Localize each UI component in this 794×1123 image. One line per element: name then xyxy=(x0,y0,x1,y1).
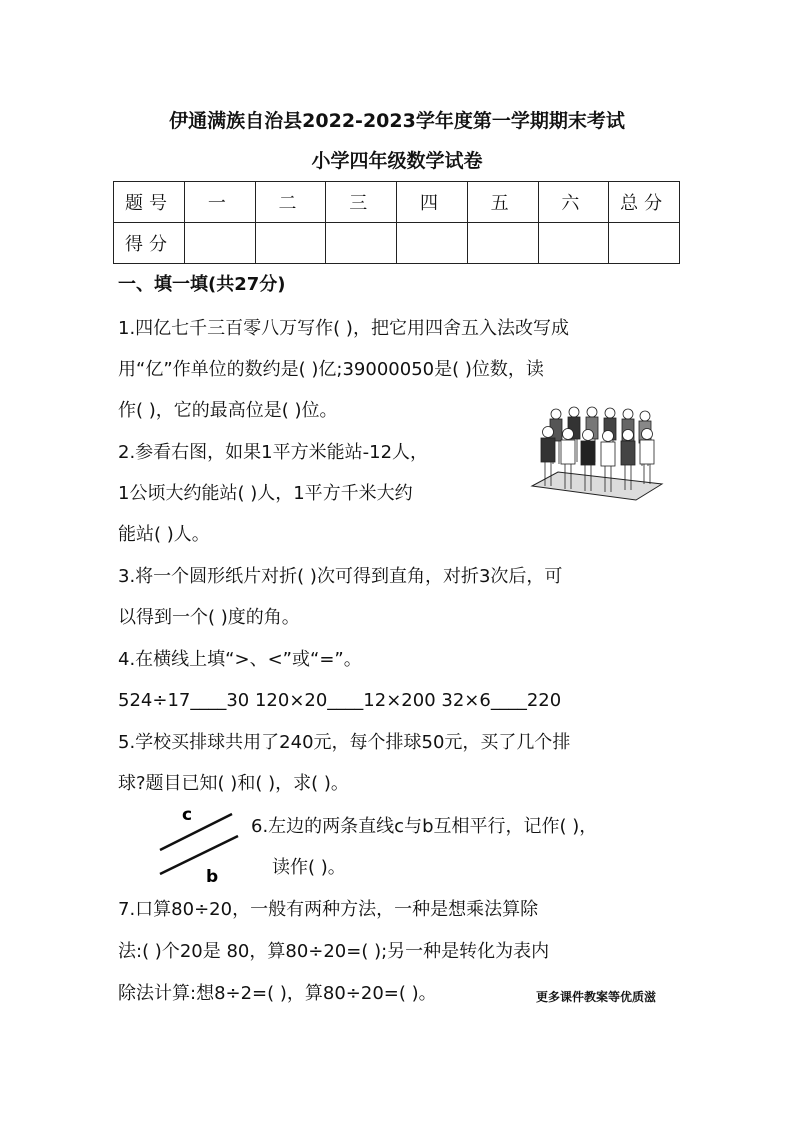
score-header-cell: 六 xyxy=(538,182,609,223)
question-line: 2.参看右图，如果1平方米能站-12人， xyxy=(118,442,429,463)
score-input-cell[interactable] xyxy=(326,223,397,264)
exam-title: 伊通满族自治县2022-2023学年度第一学期期末考试 xyxy=(169,110,625,132)
question-line: 1.四亿七千三百零八万写作( )，把它用四舍五入法改写成 xyxy=(118,318,569,339)
crowd-illustration xyxy=(528,404,664,502)
question-line: 能站( )人。 xyxy=(118,524,210,545)
score-input-cell[interactable] xyxy=(467,223,538,264)
question-line: 5.学校买排球共用了240元，每个排球50元，买了几个排 xyxy=(118,732,571,753)
exam-subtitle: 小学四年级数学试卷 xyxy=(311,150,483,172)
score-header-cell: 二 xyxy=(255,182,326,223)
score-input-cell[interactable] xyxy=(255,223,326,264)
score-table-header-row xyxy=(114,182,680,223)
question-line: 作( )，它的最高位是( )位。 xyxy=(118,400,338,421)
score-header-cell: 四 xyxy=(397,182,468,223)
question-line: 除法计算:想8÷2=( )，算80÷20=( )。 xyxy=(118,983,437,1004)
parallel-lines-figure xyxy=(158,806,246,884)
line-b-label: b xyxy=(206,867,219,884)
score-input-cell[interactable] xyxy=(185,223,256,264)
score-input-cell[interactable] xyxy=(397,223,468,264)
score-input-cell[interactable] xyxy=(609,223,680,264)
question-line: 用“亿”作单位的数约是( )亿;39000050是( )位数，读 xyxy=(118,359,544,380)
score-header-cell: 总分 xyxy=(609,182,680,223)
section-heading: 一、填一填(共27分) xyxy=(118,274,286,295)
question-line: 读作( )。 xyxy=(272,857,346,878)
question-line: 1公顷大约能站( )人，1平方千米大约 xyxy=(118,483,413,504)
question-line: 3.将一个圆形纸片对折( )次可得到直角，对折3次后，可 xyxy=(118,566,563,587)
footer-ad-text: 更多课件教案等优质滋 xyxy=(536,990,657,1004)
line-c-label: c xyxy=(182,806,193,825)
question-line: 以得到一个( )度的角。 xyxy=(118,607,300,628)
question-line: 7.口算80÷20，一般有两种方法，一种是想乘法算除 xyxy=(118,899,539,920)
question-line: 6.左边的两条直线c与b互相平行，记作( )， xyxy=(251,816,598,837)
line-b xyxy=(160,836,238,874)
score-table-score-row xyxy=(114,223,680,264)
score-header-cell: 一 xyxy=(185,182,256,223)
question-line: 524÷17____30 120×20____12×200 32×6____220 xyxy=(118,690,562,711)
score-header-cell: 题号 xyxy=(114,182,185,223)
score-input-cell[interactable] xyxy=(538,223,609,264)
score-header-cell: 五 xyxy=(467,182,538,223)
question-line: 球?题目已知( )和( )，求( )。 xyxy=(118,773,349,794)
score-table xyxy=(113,181,680,264)
score-label-cell: 得分 xyxy=(114,223,185,264)
score-header-cell: 三 xyxy=(326,182,397,223)
question-line: 4.在横线上填“>、<”或“=”。 xyxy=(118,649,362,670)
question-line: 法:( )个20是 80，算80÷20=( );另一种是转化为表内 xyxy=(118,941,550,962)
